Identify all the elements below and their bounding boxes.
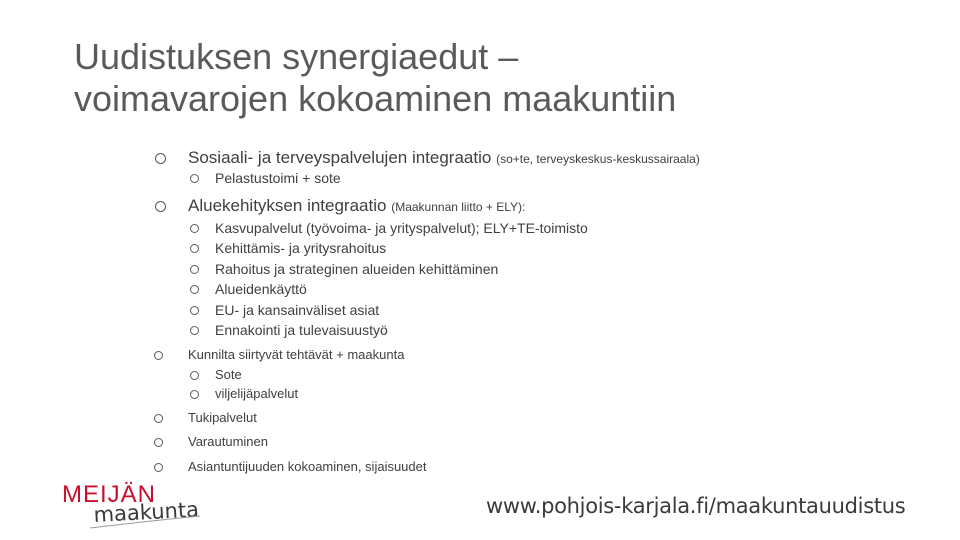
list-item: Tukipalvelut [188,410,257,425]
meijan-maakunta-logo [60,478,210,530]
list-item: viljelijäpalvelut [215,386,299,401]
bullet-icon [155,153,166,164]
bullet-icon [154,351,163,360]
list-item: Kasvupalvelut (työvoima- ja yrityspalvelut); ELY+TE-toimisto [215,220,588,236]
list-item: Alueidenkäyttö [215,281,307,297]
bullet-icon [190,390,199,399]
bullet-icon [190,326,199,335]
list-item [188,148,700,168]
list-item: Varautuminen [188,434,268,449]
bullet-icon [190,306,199,315]
list-item: Ennakointi ja tulevaisuustyö [215,322,388,338]
bullet-icon [190,285,199,294]
list-item: Rahoitus ja strateginen alueiden kehittäminen [215,261,499,277]
list-item: Pelastustoimi + sote [215,170,341,186]
slide-title-line-2: voimavarojen kokoaminen maakuntiin [74,78,677,119]
list-item: Asiantuntijuuden kokoaminen, sijaisuudet [188,459,427,474]
bullet-icon [154,463,163,472]
list-item [188,196,525,216]
list-item: Sote [215,367,242,382]
bullet-icon [154,414,163,423]
list-item: EU- ja kansainväliset asiat [215,302,380,318]
bullet-icon [190,244,199,253]
slide-title-line-1: Uudistuksen synergiaedut – [74,36,519,77]
bullet-icon [190,174,199,183]
list-item-label: Aluekehityksen integraatio [188,196,387,215]
bullet-icon [190,371,199,380]
logo-text-bottom: maakunta [93,497,200,527]
list-item: Kunnilta siirtyvät tehtävät + maakunta [188,347,405,362]
list-item-note: (Maakunnan liitto + ELY): [391,200,526,214]
list-item-note: (so+te, terveyskeskus-keskussairaala) [496,152,700,166]
bullet-icon [154,438,163,447]
bullet-icon [155,201,166,212]
bullet-icon [190,224,199,233]
footer-url-link[interactable]: www.pohjois-karjala.fi/maakuntauudistus [486,494,906,518]
list-item: Kehittämis- ja yritysrahoitus [215,240,387,256]
bullet-icon [190,265,199,274]
logo-text-top: MEIJÄN [62,481,157,508]
list-item-label: Sosiaali- ja terveyspalvelujen integraatio [188,148,492,167]
slide-title [74,36,874,120]
